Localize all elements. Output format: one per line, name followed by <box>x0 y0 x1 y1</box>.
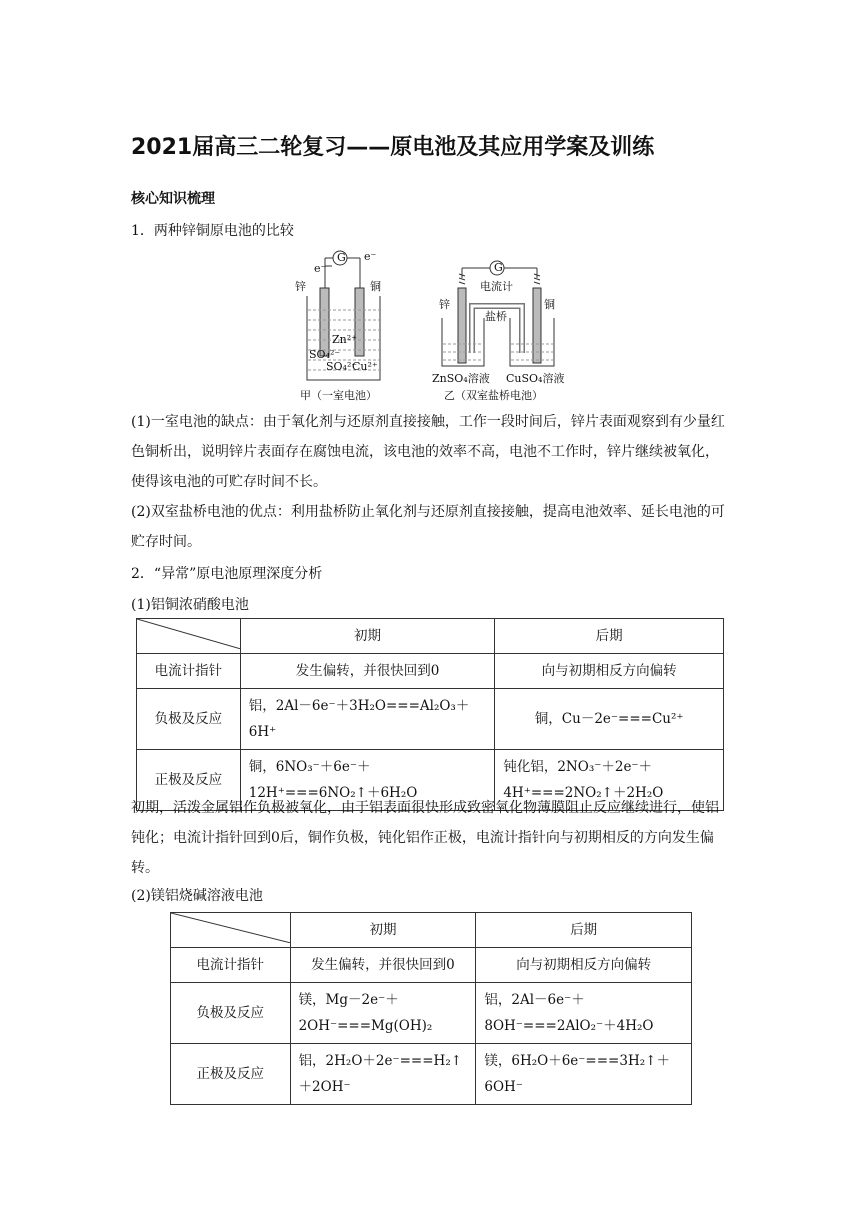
cell-late: 镁，6H₂O＋6e⁻===3H₂↑＋6OH⁻ <box>476 1044 692 1105</box>
left-zinc-label: 锌 <box>295 280 306 293</box>
cell-early: 发生偏转，并很快回到0 <box>290 948 476 983</box>
row-label: 正极及反应 <box>171 1044 291 1105</box>
paragraph-double-cell: (2)双室盐桥电池的优点：利用盐桥防止氧化剂与还原剂直接接触，提高电池效率、延长电池的可贮存时间。 <box>131 504 725 550</box>
row-label: 负极及反应 <box>137 689 241 750</box>
diagonal-line <box>171 913 291 943</box>
ammeter-label: 电流计 <box>480 280 513 293</box>
table-al-cu <box>136 618 724 811</box>
cell-early: 镁，Mg－2e⁻＋2OH⁻===Mg(OH)₂ <box>290 983 476 1044</box>
row-label: 正极及反应 <box>137 750 241 811</box>
left-galvanometer-label: G <box>337 251 346 264</box>
paragraph-al-cu-explanation: 初期，活泼金属铝作负极被氧化，由于铝表面很快形成致密氧化物薄膜阻止反应继续进行，使铝钝化；电流计指针回到0后，铜作负极，钝化铝作正极，电流计指针向与初期相反的方向发生偏转。 <box>131 800 719 876</box>
diagonal-line <box>137 619 241 649</box>
cell-early: 发生偏转，并很快回到0 <box>240 654 495 689</box>
header-early: 初期 <box>290 913 476 948</box>
table-row <box>171 1044 692 1105</box>
page-title: 2021届高三二轮复习——原电池及其应用学案及训练 <box>131 135 655 160</box>
subheading-mg-al: (2)镁铝烧碱溶液电池 <box>131 888 263 904</box>
section-heading-core: 核心知识梳理 <box>131 191 215 207</box>
diagonal-header-cell <box>137 619 241 654</box>
znso4-solution-label: ZnSO₄溶液 <box>432 372 490 385</box>
right-zinc-label: 锌 <box>439 298 450 311</box>
subheading-al-cu: (1)铝铜浓硝酸电池 <box>131 597 249 613</box>
sulfate-label-a: SO₄²⁻ <box>309 348 341 361</box>
cell-late: 向与初期相反方向偏转 <box>476 948 692 983</box>
table-row <box>137 689 724 750</box>
table-row <box>171 983 692 1044</box>
left-electron-label-2: e⁻ <box>364 250 377 263</box>
salt-bridge-label: 盐桥 <box>485 310 507 323</box>
cell-early: 铝，2H₂O＋2e⁻===H₂↑＋2OH⁻ <box>290 1044 476 1105</box>
diagonal-header-cell <box>171 913 291 948</box>
left-electron-label-1: e⁻ <box>314 262 327 275</box>
right-copper-label: 铜 <box>544 298 555 311</box>
cell-early: 铜，6NO₃⁻＋6e⁻＋12H⁺===6NO₂↑＋6H₂O <box>240 750 495 811</box>
paragraph-single-cell: (1)一室电池的缺点：由于氧化剂与还原剂直接接触，工作一段时间后，锌片表面观察到有少量红色铜析出，说明锌片表面存在腐蚀电流，该电池的效率不高，电池不工作时，锌片继续被氧化，使得该电池的可贮存时间不长。 <box>131 414 725 490</box>
cell-late: 向与初期相反方向偏转 <box>495 654 724 689</box>
section-heading-2: 2．“异常”原电池原理深度分析 <box>131 566 323 582</box>
header-late: 后期 <box>495 619 724 654</box>
cell-late: 铝，2Al－6e⁻＋8OH⁻===2AlO₂⁻＋4H₂O <box>476 983 692 1044</box>
section-heading-1: 1．两种锌铜原电池的比较 <box>131 223 294 239</box>
right-caption: 乙（双室盐桥电池） <box>444 389 543 402</box>
table-row <box>171 948 692 983</box>
battery-figure <box>292 248 582 403</box>
row-label: 电流计指针 <box>137 654 241 689</box>
table-row <box>171 913 692 948</box>
table-mg-al <box>170 912 692 1105</box>
row-label: 负极及反应 <box>171 983 291 1044</box>
header-early: 初期 <box>240 619 495 654</box>
zn-ion-label: Zn²⁺ <box>332 333 357 346</box>
row-label: 电流计指针 <box>171 948 291 983</box>
left-copper-label: 铜 <box>370 280 381 293</box>
cell-early: 铝，2Al－6e⁻＋3H₂O===Al₂O₃＋6H⁺ <box>240 689 495 750</box>
left-caption: 甲（一室电池） <box>300 389 377 402</box>
cuso4-solution-label: CuSO₄溶液 <box>506 372 565 385</box>
table-row <box>137 619 724 654</box>
sulfate-label-b: SO₄²⁻ <box>326 360 358 373</box>
header-late: 后期 <box>476 913 692 948</box>
cell-late: 铜，Cu－2e⁻===Cu²⁺ <box>495 689 724 750</box>
right-galvanometer-label: G <box>494 261 503 274</box>
table-row <box>137 654 724 689</box>
cell-late: 钝化铝，2NO₃⁻＋2e⁻＋4H⁺===2NO₂↑＋2H₂O <box>495 750 724 811</box>
cu-ion-label: Cu²⁺ <box>352 360 378 373</box>
